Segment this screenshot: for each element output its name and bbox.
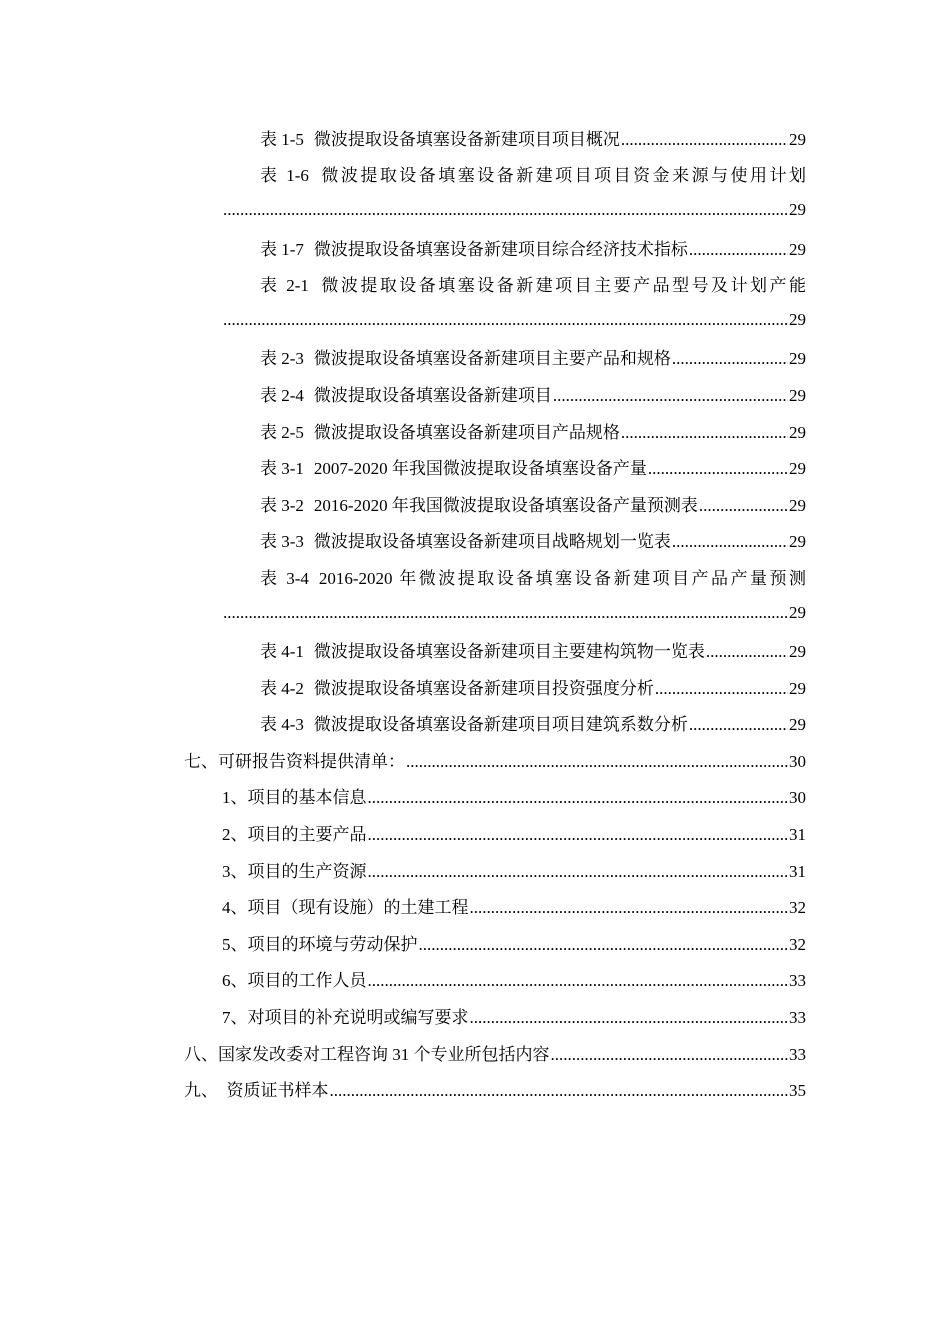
toc-entry[interactable] [0, 265, 950, 302]
toc-entry-number: 表 3-3 [260, 532, 304, 552]
toc-entry-page: 29 [789, 129, 806, 149]
toc-entry-label [260, 674, 654, 699]
toc-entry-label [260, 710, 688, 735]
toc-entry[interactable] [0, 1034, 950, 1071]
toc-entry-title: 3、项目的生产资源 [222, 861, 367, 881]
toc-entry[interactable] [0, 924, 950, 961]
toc-entry-number: 表 1-6 [260, 166, 309, 186]
toc-entry-page: 29 [789, 459, 806, 479]
toc-entry-title: 微波提取设备填塞设备新建项目项目建筑系数分析 [313, 715, 688, 735]
toc-entry-continuation[interactable] [0, 192, 950, 229]
toc-entry-number: 表 2-5 [260, 422, 304, 442]
toc-entry-number: 表 1-5 [260, 129, 304, 149]
toc-entry[interactable] [0, 961, 950, 998]
toc-entry[interactable] [0, 705, 950, 742]
toc-entry-title: 微波提取设备填塞设备新建项目投资强度分析 [313, 678, 654, 698]
toc-entry-number: 表 3-4 [260, 568, 309, 588]
dot-leader [553, 386, 788, 406]
toc-entry-title: 微波提取设备填塞设备新建项目主要产品型号及计划产能 [318, 276, 806, 296]
toc-entry-number: 表 2-3 [260, 349, 304, 369]
toc-entry-title: 九、 资质证书样本 [184, 1081, 329, 1101]
toc-entry-number: 表 3-1 [260, 459, 304, 479]
toc-entry-page: 35 [789, 1081, 806, 1101]
toc-entry[interactable] [0, 339, 950, 376]
toc-entry-label [260, 381, 552, 406]
dot-leader [706, 642, 788, 662]
toc-entry[interactable] [0, 851, 950, 888]
dot-leader [699, 496, 788, 516]
toc-entry-number: 表 3-2 [260, 495, 304, 515]
toc-entry-label [260, 125, 620, 150]
dot-leader [223, 200, 788, 220]
dot-leader [672, 532, 788, 552]
toc-entry-label [260, 271, 806, 296]
toc-entry-page: 33 [789, 1008, 806, 1028]
toc-entry-title: 八、国家发改委对工程咨询 31 个专业所包括内容 [184, 1044, 550, 1064]
dot-leader [223, 603, 788, 623]
toc-entry-title: 4、项目（现有设施）的土建工程 [222, 898, 469, 918]
toc-entry-page: 31 [789, 861, 806, 881]
toc-entry-page: 29 [789, 349, 806, 369]
toc-entry[interactable] [0, 1070, 950, 1107]
toc-entry-page: 29 [789, 678, 806, 698]
toc-entry-title: 2007-2020 年我国微波提取设备填塞设备产量 [313, 459, 647, 479]
toc-entry-page: 29 [789, 495, 806, 515]
toc-entry-number: 表 4-3 [260, 715, 304, 735]
toc-entry-label [260, 527, 671, 552]
toc-entry-title: 2016-2020 年微波提取设备填塞设备新建项目产品产量预测 [318, 568, 806, 588]
toc-entry-title: 2、项目的主要产品 [222, 825, 367, 845]
dot-leader [648, 459, 788, 479]
toc-entry[interactable] [0, 522, 950, 559]
toc-entry[interactable] [0, 814, 950, 851]
toc-entry-label [260, 454, 647, 479]
toc-entry-page: 30 [789, 788, 806, 808]
toc-entry-label [260, 637, 705, 662]
toc-entry-page: 30 [789, 751, 806, 771]
dot-leader [419, 935, 789, 955]
toc-entry-title: 微波提取设备填塞设备新建项目产品规格 [313, 422, 620, 442]
toc-entry[interactable] [0, 741, 950, 778]
dot-leader [672, 349, 788, 369]
dot-leader [689, 715, 788, 735]
toc-entry-page: 29 [789, 642, 806, 662]
toc-entry-page: 29 [789, 603, 806, 623]
toc-entry-page: 33 [789, 1044, 806, 1064]
dot-leader [621, 130, 788, 150]
toc-entry[interactable] [0, 558, 950, 595]
toc-entry-page: 32 [789, 898, 806, 918]
toc-entry-title: 7、对项目的补充说明或编写要求 [222, 1008, 469, 1028]
toc-entry-page: 32 [789, 934, 806, 954]
toc-entry[interactable] [0, 668, 950, 705]
toc-entry-label [260, 564, 806, 589]
toc-entry[interactable] [0, 229, 950, 266]
toc-entry-title: 微波提取设备填塞设备新建项目主要建构筑物一览表 [313, 642, 705, 662]
toc-entry-number: 表 2-1 [260, 276, 309, 296]
toc-entry-title: 6、项目的工作人员 [222, 971, 367, 991]
dot-leader [223, 310, 788, 330]
dot-leader [368, 862, 789, 882]
toc-entry-number: 表 4-1 [260, 642, 304, 662]
toc-entry-label [260, 235, 688, 260]
toc-entry[interactable] [0, 631, 950, 668]
toc-entry[interactable] [0, 375, 950, 412]
toc-entry[interactable] [0, 997, 950, 1034]
toc-entry-number: 表 2-4 [260, 385, 304, 405]
dot-leader [655, 679, 788, 699]
toc-entry-title: 1、项目的基本信息 [222, 788, 367, 808]
toc-entry-title: 2016-2020 年我国微波提取设备填塞设备产量预测表 [313, 495, 698, 515]
toc-entry-title: 七、可研报告资料提供清单： [184, 751, 405, 771]
toc-entry-page: 29 [789, 385, 806, 405]
toc-entry[interactable] [0, 887, 950, 924]
toc-entry-page: 31 [789, 825, 806, 845]
toc-entry-number: 表 4-2 [260, 678, 304, 698]
toc-entry-page: 29 [789, 422, 806, 442]
dot-leader [470, 1008, 789, 1028]
dot-leader [406, 752, 788, 772]
toc-entry-title: 微波提取设备填塞设备新建项目主要产品和规格 [313, 349, 671, 369]
dot-leader [368, 788, 789, 808]
toc-entry-title: 微波提取设备填塞设备新建项目项目概况 [313, 129, 620, 149]
toc-entry-title: 5、项目的环境与劳动保护 [222, 934, 418, 954]
toc-entry-page: 29 [789, 310, 806, 330]
dot-leader [330, 1081, 789, 1101]
toc-entry-title: 微波提取设备填塞设备新建项目 [313, 385, 552, 405]
toc-entry-page: 29 [789, 715, 806, 735]
toc-entry-label [260, 344, 671, 369]
toc-entry-label [260, 418, 620, 443]
toc-entry-title: 微波提取设备填塞设备新建项目项目资金来源与使用计划 [318, 166, 806, 186]
toc-entry-number: 表 1-7 [260, 239, 304, 259]
dot-leader [368, 825, 789, 845]
toc-entry[interactable] [0, 412, 950, 449]
toc-entry[interactable] [0, 448, 950, 485]
toc-entry-page: 29 [789, 532, 806, 552]
toc-entry-continuation[interactable] [0, 302, 950, 339]
toc-entry-title: 微波提取设备填塞设备新建项目战略规划一览表 [313, 532, 671, 552]
toc-entry[interactable] [0, 778, 950, 815]
toc-entry-label [260, 491, 698, 516]
toc-entry[interactable] [0, 156, 950, 193]
toc-entry-page: 33 [789, 971, 806, 991]
dot-leader [551, 1045, 789, 1065]
toc-entry[interactable] [0, 119, 950, 156]
dot-leader [689, 240, 788, 260]
table-of-contents [0, 119, 950, 1107]
toc-entry-page: 29 [789, 239, 806, 259]
toc-entry[interactable] [0, 485, 950, 522]
toc-entry-page: 29 [789, 200, 806, 220]
toc-entry-title: 微波提取设备填塞设备新建项目综合经济技术指标 [313, 239, 688, 259]
dot-leader [621, 423, 788, 443]
toc-entry-label [260, 161, 806, 186]
dot-leader [368, 971, 789, 991]
toc-entry-continuation[interactable] [0, 595, 950, 632]
dot-leader [470, 898, 789, 918]
